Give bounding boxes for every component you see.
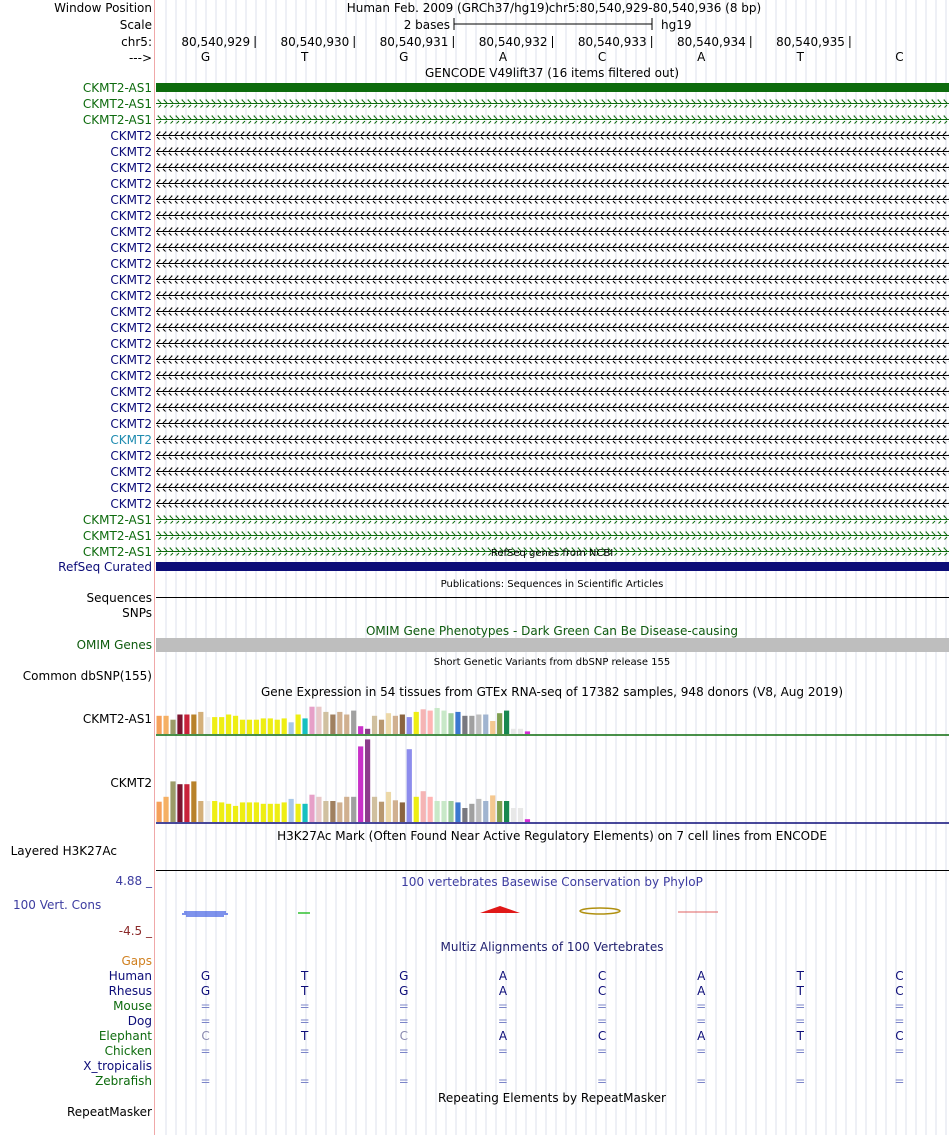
alignment-base: = [696, 1014, 707, 1028]
gencode-feature[interactable] [156, 404, 949, 412]
gtex-bar[interactable] [323, 801, 328, 822]
alignment-base: G [399, 984, 409, 998]
species-label: Dog [127, 1014, 152, 1028]
gtex-bar[interactable] [407, 749, 412, 822]
alignment-base: = [497, 1014, 508, 1028]
gtex-bar[interactable] [261, 804, 266, 822]
gencode-feature[interactable] [156, 132, 949, 140]
alignment-base: = [696, 1044, 707, 1058]
gencode-item-label[interactable]: CKMT2 [110, 353, 152, 367]
header-label: Scale [119, 18, 152, 32]
species-label: Chicken [104, 1044, 152, 1058]
gencode-item-label[interactable]: CKMT2 [110, 481, 152, 495]
gtex-bar[interactable] [330, 801, 335, 822]
alignment-base: T [301, 969, 309, 983]
gtex-bar[interactable] [296, 715, 301, 735]
gtex-bar[interactable] [441, 711, 446, 734]
gtex-bar[interactable] [511, 729, 516, 734]
gencode-item-label[interactable]: CKMT2-AS1 [82, 97, 152, 111]
gencode-item-label[interactable]: CKMT2 [110, 177, 152, 191]
gtex-bar[interactable] [219, 802, 224, 822]
gtex-bar[interactable] [254, 802, 259, 822]
alignment-base: C [895, 969, 904, 983]
gencode-item-label[interactable]: CKMT2-AS1 [82, 113, 152, 127]
gtex-bar[interactable] [247, 802, 252, 822]
gtex-bar[interactable] [261, 718, 266, 734]
gtex-bar[interactable] [414, 712, 419, 734]
gtex-bar[interactable] [289, 722, 294, 734]
gtex-bar[interactable] [400, 715, 405, 735]
gtex-bar[interactable] [511, 808, 516, 822]
alignment-base: C [597, 1029, 607, 1043]
gencode-feature[interactable] [156, 532, 949, 540]
gtex-bar[interactable] [483, 715, 488, 735]
reference-base: C [597, 50, 607, 64]
alignment-base: = [894, 1014, 905, 1028]
gtex-bar[interactable] [212, 717, 217, 734]
alignment-base: = [200, 1074, 211, 1088]
omim-track-title: OMIM Gene Phenotypes - Dark Green Can Be Disease-causing [365, 624, 739, 638]
publications-label: SNPs [122, 606, 152, 620]
gtex-bar[interactable] [358, 726, 363, 734]
gencode-feature[interactable] [156, 500, 949, 508]
gtex-bar[interactable] [337, 802, 342, 822]
h3k27ac-track-title: H3K27Ac Mark (Often Found Near Active Regulatory Elements) on 7 cell lines from ENCODE [277, 829, 827, 843]
alignment-base: = [299, 1044, 310, 1058]
gtex-bar[interactable] [344, 715, 349, 735]
gtex-bar[interactable] [490, 721, 495, 734]
gencode-item-label[interactable]: CKMT2 [110, 369, 152, 383]
h3k27ac-label: Layered H3K27Ac [10, 844, 117, 858]
gtex-track-title: Gene Expression in 54 tissues from GTEx RNA-seq of 17382 samples, 948 donors (V8, Aug 2019) [260, 685, 844, 699]
gtex-bar[interactable] [372, 716, 377, 734]
gtex-bar[interactable] [323, 712, 328, 734]
gtex-bar[interactable] [247, 720, 252, 734]
gtex-bar[interactable] [302, 718, 307, 734]
alignment-base: C [895, 1029, 904, 1043]
gtex-bar[interactable] [316, 797, 321, 822]
gtex-bar[interactable] [226, 804, 231, 822]
species-label: X_tropicalis [83, 1059, 152, 1073]
alignment-base: T [301, 984, 309, 998]
gencode-feature[interactable] [156, 452, 949, 460]
gtex-bar[interactable] [393, 716, 398, 734]
dbsnp-label: Common dbSNP(155) [22, 669, 152, 683]
gtex-bar[interactable] [296, 804, 301, 822]
gencode-feature[interactable] [156, 324, 949, 332]
gtex-bar[interactable] [191, 781, 196, 822]
gencode-item-label[interactable]: CKMT2 [110, 241, 152, 255]
gencode-feature[interactable] [156, 212, 949, 220]
gencode-feature[interactable] [156, 116, 949, 124]
gencode-feature[interactable] [156, 180, 949, 188]
alignment-base: = [200, 1044, 211, 1058]
gtex-bar[interactable] [233, 806, 238, 822]
gtex-bar[interactable] [191, 715, 196, 735]
gtex-bar[interactable] [358, 746, 363, 822]
gtex-bar[interactable] [157, 802, 162, 822]
gencode-item-label[interactable]: CKMT2 [110, 193, 152, 207]
reference-base: A [697, 50, 706, 64]
gencode-feature[interactable] [156, 83, 949, 92]
gtex-bar[interactable] [372, 797, 377, 822]
alignment-base: = [795, 999, 806, 1013]
gtex-bar[interactable] [309, 795, 314, 822]
gtex-bar[interactable] [525, 731, 530, 734]
coordinate-label: 80,540,930 [280, 35, 350, 49]
alignment-base: C [399, 1029, 409, 1043]
alignment-base: A [697, 969, 706, 983]
gtex-bar[interactable] [379, 720, 384, 734]
gencode-item-label[interactable]: CKMT2 [110, 385, 152, 399]
publications-track-title: Publications: Sequences in Scientific Articles [440, 579, 664, 590]
gtex-bar[interactable] [330, 715, 335, 735]
gtex-bar[interactable] [448, 801, 453, 822]
gencode-item-label[interactable]: CKMT2 [110, 449, 152, 463]
species-label: Zebrafish [95, 1074, 152, 1088]
species-label: Mouse [113, 999, 152, 1013]
coordinate-label: 80,540,933 [577, 35, 647, 49]
gtex-gene-label: CKMT2 [110, 776, 152, 790]
alignment-base: T [301, 1029, 309, 1043]
alignment-base: C [597, 969, 607, 983]
gtex-bar[interactable] [407, 717, 412, 734]
header-label: chr5: [121, 35, 152, 49]
alignment-base: = [398, 1014, 409, 1028]
gtex-bar[interactable] [462, 716, 467, 734]
conservation-glyph [182, 912, 228, 916]
gtex-bar[interactable] [198, 712, 203, 734]
species-label: Rhesus [108, 984, 152, 998]
position-readout: chr5:80,540,929-80,540,936 (8 bp) [548, 1, 762, 15]
gencode-item-label[interactable]: CKMT2 [110, 289, 152, 303]
gtex-bar[interactable] [275, 720, 280, 734]
gencode-item-label[interactable]: CKMT2 [110, 465, 152, 479]
gencode-feature[interactable] [156, 372, 949, 380]
gtex-bar[interactable] [504, 711, 509, 734]
gtex-bar[interactable] [205, 717, 210, 734]
coordinate-label: 80,540,934 [677, 35, 746, 49]
gencode-item-label[interactable]: CKMT2 [110, 433, 152, 447]
gencode-item-label[interactable]: CKMT2 [110, 305, 152, 319]
gtex-bar[interactable] [240, 802, 245, 822]
header-label: Window Position [54, 1, 152, 15]
gtex-bar[interactable] [219, 717, 224, 734]
reference-base: C [895, 50, 904, 64]
alignment-base: A [697, 1029, 706, 1043]
alignment-base: T [796, 969, 804, 983]
alignment-base: = [398, 1044, 409, 1058]
alignment-base: = [497, 1074, 508, 1088]
gencode-item-label[interactable]: CKMT2 [110, 337, 152, 351]
gtex-bar[interactable] [455, 802, 460, 822]
gtex-bar[interactable] [497, 801, 502, 822]
gtex-bar[interactable] [490, 795, 495, 822]
gtex-bar[interactable] [254, 720, 259, 734]
gtex-bar[interactable] [393, 800, 398, 822]
conservation-max: 4.88 _ [115, 874, 152, 888]
gtex-bar[interactable] [268, 718, 273, 734]
gencode-feature[interactable] [156, 308, 949, 316]
gtex-bar[interactable] [476, 715, 481, 735]
gtex-bar[interactable] [469, 716, 474, 734]
alignment-base: C [895, 984, 904, 998]
multiz-gaps-label: Gaps [121, 954, 152, 968]
gtex-bar[interactable] [177, 715, 182, 735]
refseq-track-title: RefSeq genes from NCBI [490, 548, 614, 559]
gtex-bar[interactable] [421, 791, 426, 822]
alignment-base: = [795, 1014, 806, 1028]
gencode-feature[interactable] [156, 164, 949, 172]
gencode-feature[interactable] [156, 436, 949, 444]
gtex-bar[interactable] [205, 801, 210, 822]
gtex-bar[interactable] [428, 797, 433, 822]
gtex-bar[interactable] [289, 799, 294, 822]
alignment-base: A [498, 1029, 508, 1043]
reference-base: G [200, 50, 211, 64]
alignment-base: = [200, 1014, 211, 1028]
species-label: Human [108, 969, 152, 983]
gencode-item-label[interactable]: CKMT2 [110, 321, 152, 335]
alignment-base: = [597, 1044, 608, 1058]
alignment-base: C [201, 1029, 210, 1043]
gencode-feature[interactable] [156, 468, 949, 476]
gencode-item-label[interactable]: CKMT2 [110, 129, 152, 143]
coordinate-label: 80,540,931 [379, 35, 449, 49]
gtex-bar[interactable] [400, 802, 405, 822]
gencode-item-label[interactable]: CKMT2-AS1 [82, 81, 152, 95]
alignment-base: = [597, 1074, 608, 1088]
repeatmasker-track-title: Repeating Elements by RepeatMasker [438, 1091, 666, 1105]
alignment-base: = [795, 1044, 806, 1058]
gtex-bar[interactable] [351, 797, 356, 822]
gencode-item-label[interactable]: CKMT2 [110, 417, 152, 431]
gtex-bar[interactable] [282, 718, 287, 734]
gtex-bar[interactable] [441, 801, 446, 822]
alignment-base: = [398, 999, 409, 1013]
gtex-bar[interactable] [240, 720, 245, 734]
scale-label: 2 bases [403, 18, 450, 32]
gencode-feature[interactable] [156, 292, 949, 300]
gtex-bar[interactable] [163, 716, 168, 734]
coordinate-label: 80,540,935 [776, 35, 845, 49]
repeatmasker-label: RepeatMasker [66, 1105, 152, 1119]
gencode-feature[interactable] [156, 244, 949, 252]
alignment-base: = [597, 1014, 608, 1028]
alignment-base: = [299, 1074, 310, 1088]
gtex-bar[interactable] [365, 729, 370, 734]
gencode-item-label[interactable]: CKMT2 [110, 273, 152, 287]
gtex-bar[interactable] [268, 804, 273, 822]
reference-base: T [796, 50, 804, 64]
omim-feature[interactable] [156, 638, 949, 652]
gtex-bar[interactable] [365, 739, 370, 822]
gencode-item-label[interactable]: CKMT2 [110, 209, 152, 223]
alignment-base: = [497, 999, 508, 1013]
gtex-bar[interactable] [428, 711, 433, 734]
gtex-bar[interactable] [275, 804, 280, 822]
gencode-feature[interactable] [156, 148, 949, 156]
gtex-bar[interactable] [455, 712, 460, 734]
gtex-bar[interactable] [379, 802, 384, 822]
gtex-bar[interactable] [344, 797, 349, 822]
gtex-bar[interactable] [525, 819, 530, 822]
scale-db: hg19 [661, 18, 692, 32]
alignment-base: = [894, 999, 905, 1013]
gtex-bar[interactable] [504, 801, 509, 822]
alignment-base: T [796, 1029, 804, 1043]
gtex-bar[interactable] [483, 801, 488, 822]
coordinate-label: 80,540,932 [478, 35, 548, 49]
gtex-bar[interactable] [421, 709, 426, 734]
gencode-track-title: GENCODE V49lift37 (16 items filtered out) [424, 66, 680, 80]
gtex-bar[interactable] [497, 713, 502, 734]
gencode-feature[interactable] [156, 484, 949, 492]
reference-base: A [498, 50, 508, 64]
publications-label: Sequences [86, 591, 152, 605]
gtex-bar[interactable] [351, 711, 356, 734]
gtex-bar[interactable] [282, 802, 287, 822]
header-label: ---> [128, 51, 152, 65]
gencode-item-label[interactable]: CKMT2-AS1 [82, 513, 152, 527]
gtex-bar[interactable] [309, 707, 314, 734]
omim-item-label[interactable]: OMIM Genes [76, 638, 152, 652]
alignment-base: = [497, 1044, 508, 1058]
gtex-bar[interactable] [316, 707, 321, 734]
gencode-item-label[interactable]: CKMT2 [110, 161, 152, 175]
alignment-base: G [200, 969, 211, 983]
refseq-item-label[interactable]: RefSeq Curated [58, 560, 152, 574]
gtex-bar[interactable] [233, 716, 238, 734]
reference-base: T [301, 50, 309, 64]
alignment-base: = [299, 1014, 310, 1028]
gencode-feature[interactable] [156, 196, 949, 204]
gencode-feature[interactable] [156, 516, 949, 524]
conservation-min: -4.5 _ [118, 924, 152, 938]
gencode-item-label[interactable]: CKMT2 [110, 257, 152, 271]
gtex-bar[interactable] [302, 804, 307, 822]
gencode-feature[interactable] [156, 420, 949, 428]
gtex-bar[interactable] [435, 801, 440, 822]
conservation-track-title: 100 vertebrates Basewise Conservation by PhyloP [401, 875, 703, 889]
alignment-base: = [795, 1074, 806, 1088]
alignment-base: = [299, 999, 310, 1013]
gtex-bar[interactable] [469, 804, 474, 822]
alignment-base: C [597, 984, 607, 998]
reference-base: G [399, 50, 409, 64]
gtex-bar[interactable] [462, 808, 467, 822]
gtex-bar[interactable] [170, 720, 175, 734]
coordinate-label: 80,540,929 [181, 35, 251, 49]
gtex-gene-label: CKMT2-AS1 [82, 712, 152, 726]
gtex-bar[interactable] [386, 792, 391, 822]
gtex-bar[interactable] [476, 799, 481, 822]
alignment-base: = [597, 999, 608, 1013]
alignment-base: = [398, 1074, 409, 1088]
gtex-bar[interactable] [226, 715, 231, 735]
gencode-item-label[interactable]: CKMT2-AS1 [82, 529, 152, 543]
gencode-feature[interactable] [156, 388, 949, 396]
gtex-bar[interactable] [518, 729, 523, 734]
alignment-base: = [894, 1044, 905, 1058]
gtex-bar[interactable] [435, 708, 440, 734]
gencode-feature[interactable] [156, 100, 949, 108]
gtex-bar[interactable] [448, 713, 453, 734]
gtex-bar[interactable] [184, 784, 189, 822]
gtex-bar[interactable] [177, 784, 182, 822]
assembly-title: Human Feb. 2009 (GRCh37/hg19) [346, 1, 550, 15]
alignment-base: = [200, 999, 211, 1013]
alignment-base: G [200, 984, 211, 998]
gtex-bar[interactable] [386, 713, 391, 734]
gtex-bar[interactable] [337, 712, 342, 734]
gencode-item-label[interactable]: CKMT2-AS1 [82, 545, 152, 559]
gencode-item-label[interactable]: CKMT2 [110, 401, 152, 415]
gencode-item-label[interactable]: CKMT2 [110, 497, 152, 511]
gtex-bar[interactable] [212, 801, 217, 822]
gencode-item-label[interactable]: CKMT2 [110, 145, 152, 159]
gtex-bar[interactable] [518, 808, 523, 822]
gencode-feature[interactable] [156, 228, 949, 236]
multiz-track-title: Multiz Alignments of 100 Vertebrates [440, 940, 664, 954]
gencode-feature[interactable] [156, 260, 949, 268]
alignment-base: T [796, 984, 804, 998]
gencode-item-label[interactable]: CKMT2 [110, 225, 152, 239]
dbsnp-track-title: Short Genetic Variants from dbSNP release 155 [433, 657, 671, 668]
gencode-feature[interactable] [156, 340, 949, 348]
species-label: Elephant [98, 1029, 152, 1043]
alignment-base: = [696, 1074, 707, 1088]
gtex-bar[interactable] [184, 715, 189, 735]
alignment-base: = [696, 999, 707, 1013]
gencode-feature[interactable] [156, 276, 949, 284]
refseq-feature[interactable] [156, 562, 949, 571]
conservation-label: 100 Vert. Cons [13, 898, 102, 912]
gtex-bar[interactable] [157, 716, 162, 734]
alignment-base: G [399, 969, 409, 983]
gtex-bar[interactable] [414, 797, 419, 822]
gtex-bar[interactable] [170, 781, 175, 822]
alignment-base: = [894, 1074, 905, 1088]
alignment-base: A [697, 984, 706, 998]
alignment-base: A [498, 969, 508, 983]
gtex-bar[interactable] [198, 801, 203, 822]
alignment-base: A [498, 984, 508, 998]
gtex-bar[interactable] [163, 797, 168, 822]
gencode-feature[interactable] [156, 356, 949, 364]
